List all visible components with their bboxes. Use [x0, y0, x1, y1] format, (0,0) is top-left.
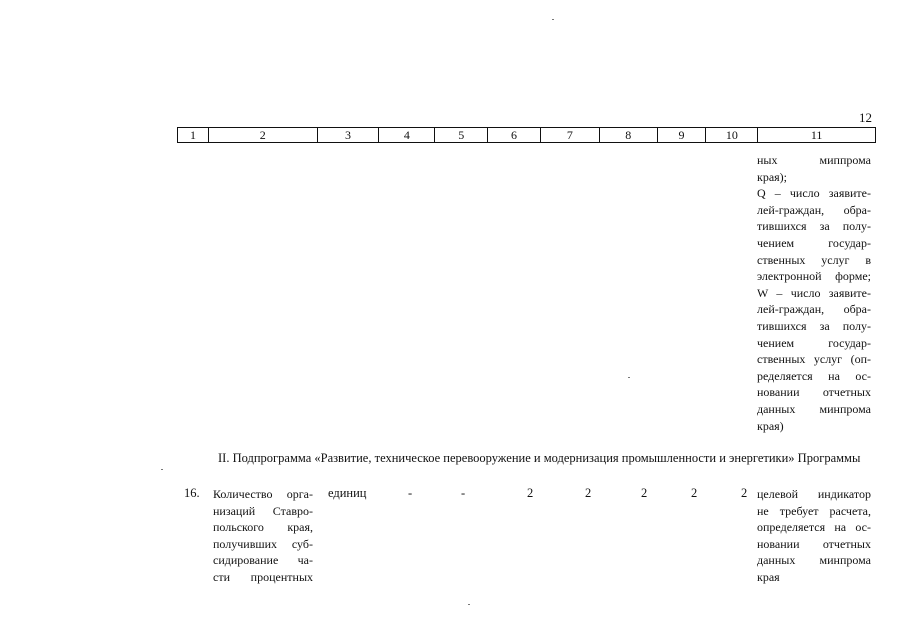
header-cell-7: 7 — [541, 128, 600, 142]
indicator-line: получивших суб- — [213, 536, 313, 551]
row-16-indicator — [213, 486, 313, 586]
method-line: не требует расчета, — [757, 503, 871, 518]
header-cell-8: 8 — [600, 128, 658, 142]
row-16-value-col10: 2 — [741, 486, 748, 500]
header-cell-1: 1 — [178, 128, 209, 142]
scan-speck — [161, 469, 163, 470]
method-line: новании отчетных — [757, 536, 871, 551]
scan-speck — [552, 19, 554, 20]
row-16-method — [757, 486, 871, 586]
continuation-line: электронной форме; — [757, 269, 871, 284]
indicator-line: низаций Ставро- — [213, 503, 313, 518]
header-cell-6: 6 — [488, 128, 541, 142]
row-16-value-col6: 2 — [527, 486, 534, 500]
continuation-line: W – число заявите- — [757, 285, 871, 300]
row-16-value-col4: - — [408, 486, 413, 500]
indicator-line: сти процентных — [213, 569, 313, 584]
continuation-line: ных миппрома — [757, 153, 871, 167]
header-cell-5: 5 — [435, 128, 488, 142]
continuation-line: лей-граждан, обра- — [757, 202, 871, 217]
continuation-line: Q – число заявите- — [757, 186, 871, 201]
scan-speck — [468, 604, 470, 605]
row-16-value-col8: 2 — [641, 486, 648, 500]
row-16-number: 16. — [184, 486, 200, 500]
indicator-line: польского края, — [213, 520, 313, 535]
continuation-line: ственных услуг в — [757, 252, 871, 267]
header-cell-4: 4 — [379, 128, 435, 142]
method-line: целевой индикатор — [757, 487, 871, 501]
continuation-line: тившихся за полу- — [757, 318, 871, 333]
header-cell-3: 3 — [318, 128, 380, 142]
header-cell-10: 10 — [706, 128, 758, 142]
continuation-line: тившихся за полу- — [757, 219, 871, 234]
row-16-value-col9: 2 — [691, 486, 698, 500]
continuation-line: данных минпрома — [757, 401, 871, 416]
continuation-line: края) — [757, 418, 784, 433]
continuation-line: края); — [757, 169, 788, 184]
header-cell-9: 9 — [658, 128, 707, 142]
continuation-line: ределяется на ос- — [757, 368, 871, 383]
scan-speck — [628, 377, 630, 378]
header-cell-2: 2 — [209, 128, 318, 142]
indicator-line: сидирование ча- — [213, 553, 313, 568]
continuation-line: чением государ- — [757, 335, 871, 350]
method-line: данных минпрома — [757, 553, 871, 568]
continuation-line: новании отчетных — [757, 385, 871, 400]
section-title: II. Подпрограмма «Развитие, техническое перевооружение и модернизация промышленности и энергетики» Программы — [218, 451, 861, 465]
continuation-line: чением государ- — [757, 235, 871, 250]
row-16-unit: единиц — [328, 486, 367, 500]
continuation-line: лей-граждан, обра- — [757, 302, 871, 317]
method-line: края — [757, 569, 780, 584]
row-16-value-col5: - — [461, 486, 466, 500]
method-line: определяется на ос- — [757, 520, 871, 535]
header-cell-11: 11 — [810, 128, 823, 142]
table-header-row — [177, 127, 876, 143]
indicator-line: Количество орга- — [213, 487, 313, 501]
row-16-value-col7: 2 — [585, 486, 592, 500]
continuation-text-column — [757, 152, 871, 434]
continuation-line: ственных услуг (оп- — [757, 352, 871, 367]
page-number: 12 — [859, 110, 872, 125]
